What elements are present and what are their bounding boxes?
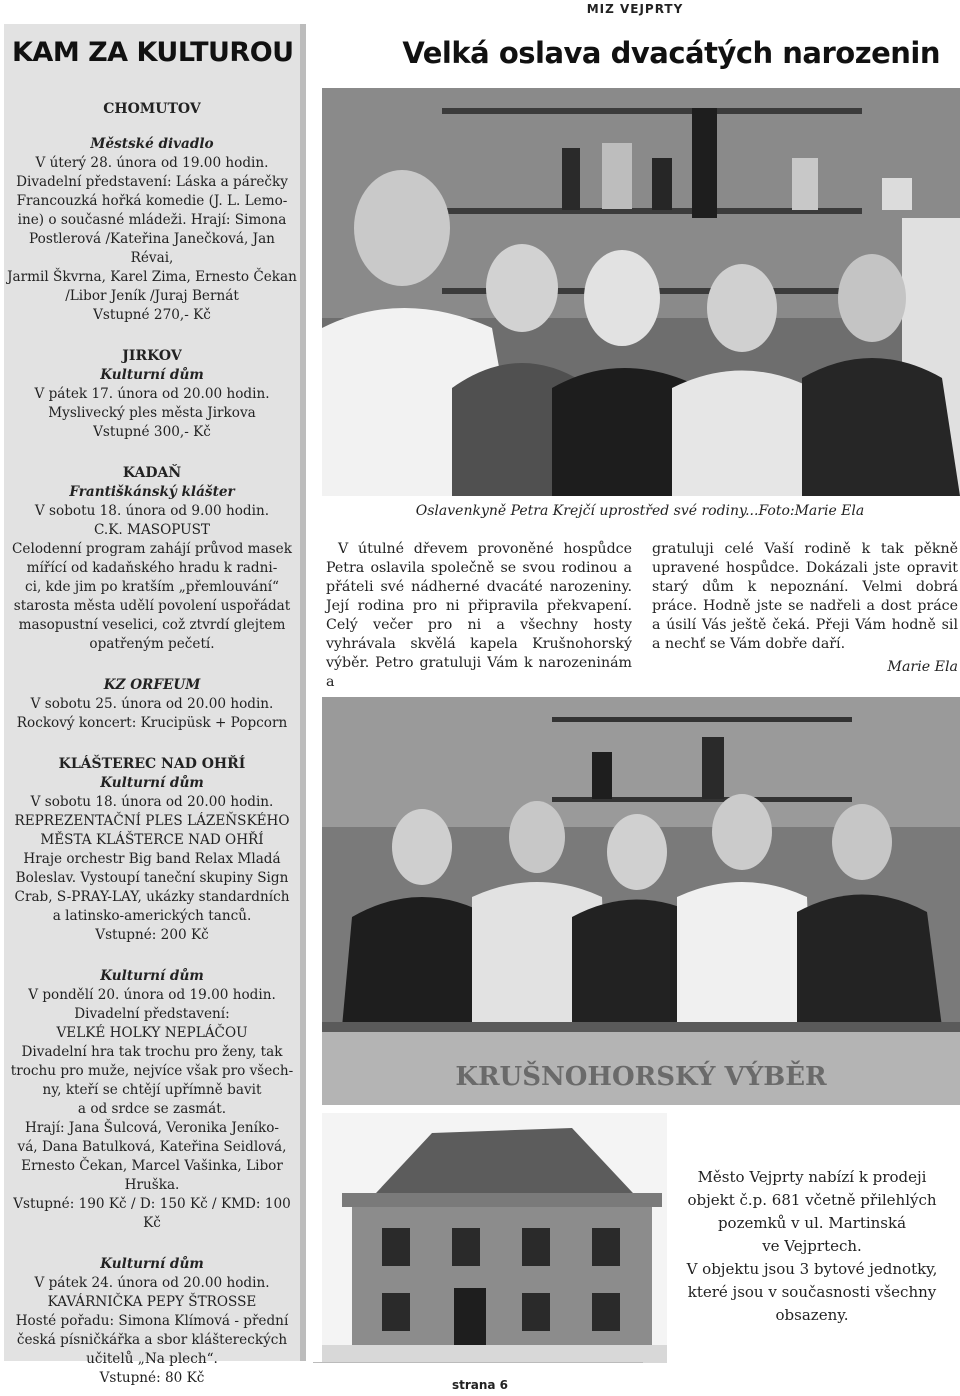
- city-heading: JIRKOV: [122, 348, 182, 364]
- text-line: opatřeným pečetí.: [89, 636, 215, 652]
- text-line: Město Vejprty nabízí k prodeji: [697, 1168, 927, 1186]
- band-photo: [322, 697, 960, 1105]
- culture-sidebar: [4, 24, 306, 1386]
- family-photo: [322, 88, 960, 496]
- venue-name: Kulturní dům: [100, 1256, 204, 1272]
- article-text: gratuluji celé Vaší rodině k tak pěkně upravené hospůdce. Dokázali jste opravit starý dům k nepoznání. Velmi dobrá práce. Hodně jste se nadřeli a dost práce a úsilí Vás ještě čeká. Přeji Vám hodně sil a nechť se Vám dobře daří.: [652, 541, 958, 652]
- text-line: Postlerová /Kateřina Janečková, Jan Révai,: [29, 231, 275, 266]
- sidebar-content: [4, 100, 300, 1388]
- event-text: [7, 154, 297, 325]
- text-line: Myslivecký ples města Jirkova: [48, 405, 256, 421]
- text-line: V sobotu 25. února od 20.00 hodin.: [30, 696, 274, 712]
- photo-caption: Oslavenkyně Petra Krejčí uprostřed své rodiny...Foto:Marie Ela: [415, 503, 865, 519]
- event-text: [7, 695, 297, 733]
- sidebar-title: KAM ZA KULTUROU: [12, 37, 294, 68]
- text-line: obsazeny.: [775, 1306, 849, 1324]
- text-line: MĚSTA KLÁŠTERCE NAD OHŘÍ: [40, 832, 264, 848]
- text-line: Jarmil Škvrna, Karel Zima, Ernesto Čekan: [7, 269, 297, 285]
- text-line: pozemků v ul. Martinská: [717, 1214, 907, 1232]
- text-line: V pátek 24. února od 20.00 hodin.: [34, 1275, 270, 1291]
- text-line: vá, Dana Batulková, Kateřina Seidlová,: [17, 1139, 287, 1155]
- text-line: V sobotu 18. února od 20.00 hodin.: [30, 794, 274, 810]
- text-line: objekt č.p. 681 včetně přilehlých: [687, 1191, 937, 1209]
- text-line: V objektu jsou 3 bytové jednotky,: [686, 1260, 938, 1278]
- text-line: Divadelní představení:: [74, 1006, 230, 1022]
- text-line: Vstupné: 80 Kč: [99, 1370, 205, 1386]
- text-line: Boleslav. Vystoupí taneční skupiny Sign: [15, 870, 289, 886]
- text-line: Kč: [143, 1215, 161, 1231]
- band-banner: KRUŠNOHORSKÝ VÝBĚR: [455, 1062, 827, 1092]
- text-line: Divadelní hra tak trochu pro ženy, tak: [21, 1044, 283, 1060]
- text-line: Hrají: Jana Šulcová, Veronika Jeníko-: [25, 1120, 279, 1136]
- text-line: masopustní veselici, což ztvrdí glejtem: [18, 617, 286, 633]
- text-line: C.K. MASOPUST: [94, 522, 210, 538]
- text-line: Rockový koncert: Krucipüsk + Popcorn: [16, 715, 288, 731]
- venue-name: Městské divadlo: [90, 136, 214, 152]
- text-line: mířící od kadaňského hradu k radni-: [26, 560, 278, 576]
- event-text: [7, 986, 297, 1233]
- text-line: V pátek 17. února od 20.00 hodin.: [34, 386, 270, 402]
- text-line: VELKÉ HOLKY NEPLÁČOU: [56, 1025, 248, 1041]
- venue-name: Kulturní dům: [100, 367, 204, 383]
- text-line: ve Vejprtech.: [762, 1237, 862, 1255]
- text-line: REPREZENTAČNÍ PLES LÁZEŇSKÉHO: [14, 813, 290, 829]
- text-line: Vstupné: 200 Kč: [95, 927, 209, 943]
- property-sale-notice: [672, 1166, 952, 1327]
- city-heading: KADAŇ: [122, 465, 182, 481]
- text-line: Vstupné 300,- Kč: [93, 424, 211, 440]
- text-line: Celodenní program zahájí průvod masek: [12, 541, 292, 557]
- text-line: Hosté pořadu: Simona Klímová - přední: [15, 1313, 289, 1329]
- divider: [313, 1362, 643, 1363]
- article-headline: Velká oslava dvacátých narozenin: [402, 36, 940, 70]
- masthead: MIZ VEJPRTY: [586, 2, 684, 16]
- city-heading: KLÁŠTEREC NAD OHŘÍ: [58, 756, 246, 772]
- text-line: V pondělí 20. února od 19.00 hodin.: [28, 987, 276, 1003]
- text-line: /Libor Jeník /Juraj Bernát: [65, 288, 239, 304]
- venue-name: KZ ORFEUM: [103, 677, 201, 693]
- text-line: ci, kde jim po kratším „přemlouvání“: [24, 579, 280, 595]
- text-line: česká písničkářka a sbor klášterecký​ch: [16, 1332, 288, 1348]
- event-text: [7, 385, 297, 442]
- page-number: strana 6: [451, 1378, 509, 1392]
- text-line: ny, kteří se chtějí upřímně bavit: [42, 1082, 262, 1098]
- venue-name: Kulturní dům: [100, 775, 204, 791]
- text-line: V sobotu 18. února od 9.00 hodin.: [34, 503, 270, 519]
- text-line: Crab, S-PRAY-LAY, ukázky standardních: [14, 889, 290, 905]
- event-text: [7, 1274, 297, 1388]
- event-text: [7, 502, 297, 654]
- article-column-1: [326, 540, 632, 692]
- text-line: Vstupné 270,- Kč: [93, 307, 211, 323]
- text-line: Francouzká hořká komedie (J. L. Lemo-: [16, 193, 288, 209]
- text-line: které jsou v současnosti všechny: [687, 1283, 937, 1301]
- event-text: [7, 793, 297, 945]
- text-line: starosta města udělí povolení uspořádat: [13, 598, 291, 614]
- article-text: V útulné dřevem provoněné hospůdce Petra oslavila společně se svou rodinou a přáteli své nádherné dvacáté narozeniny. Její rodina pro ni připravila překvapení. Celý večer pro ni a všechny hosty vyhrávala skvělá kapela Krušnohorský výběr. Petro gratuluji Vám k narozeninám a: [326, 541, 632, 690]
- city-heading: CHOMUTOV: [103, 101, 201, 117]
- text-line: Ernesto Čekan, Marcel Vašinka, Libor: [21, 1158, 283, 1174]
- text-line: ine) o současné mládeži. Hrají: Simona: [17, 212, 287, 228]
- house-photo: [322, 1113, 667, 1363]
- text-line: Divadelní představení: Láska a párečky: [16, 174, 288, 190]
- text-line: a od srdce se zasmát.: [77, 1101, 227, 1117]
- text-line: Hraje orchestr Big band Relax Mladá: [23, 851, 281, 867]
- text-line: V úterý 28. února od 19.00 hodin.: [35, 155, 269, 171]
- text-line: KAVÁRNIČKA PEPY ŠTROSSE: [47, 1294, 257, 1310]
- text-line: učitelů „Na plech“.: [86, 1351, 218, 1367]
- article-column-2: [652, 540, 958, 677]
- text-line: Hruška.: [124, 1177, 180, 1193]
- article-signature: Marie Ela: [887, 659, 958, 675]
- text-line: Vstupné: 190 Kč / D: 150 Kč / KMD: 100: [13, 1196, 291, 1212]
- text-line: a latinsko-amerických tanců.: [52, 908, 252, 924]
- venue-name: Kulturní dům: [100, 968, 204, 984]
- text-line: trochu pro muže, nejvíce však pro všech-: [10, 1063, 294, 1079]
- venue-name: Františkánský klášter: [69, 484, 235, 500]
